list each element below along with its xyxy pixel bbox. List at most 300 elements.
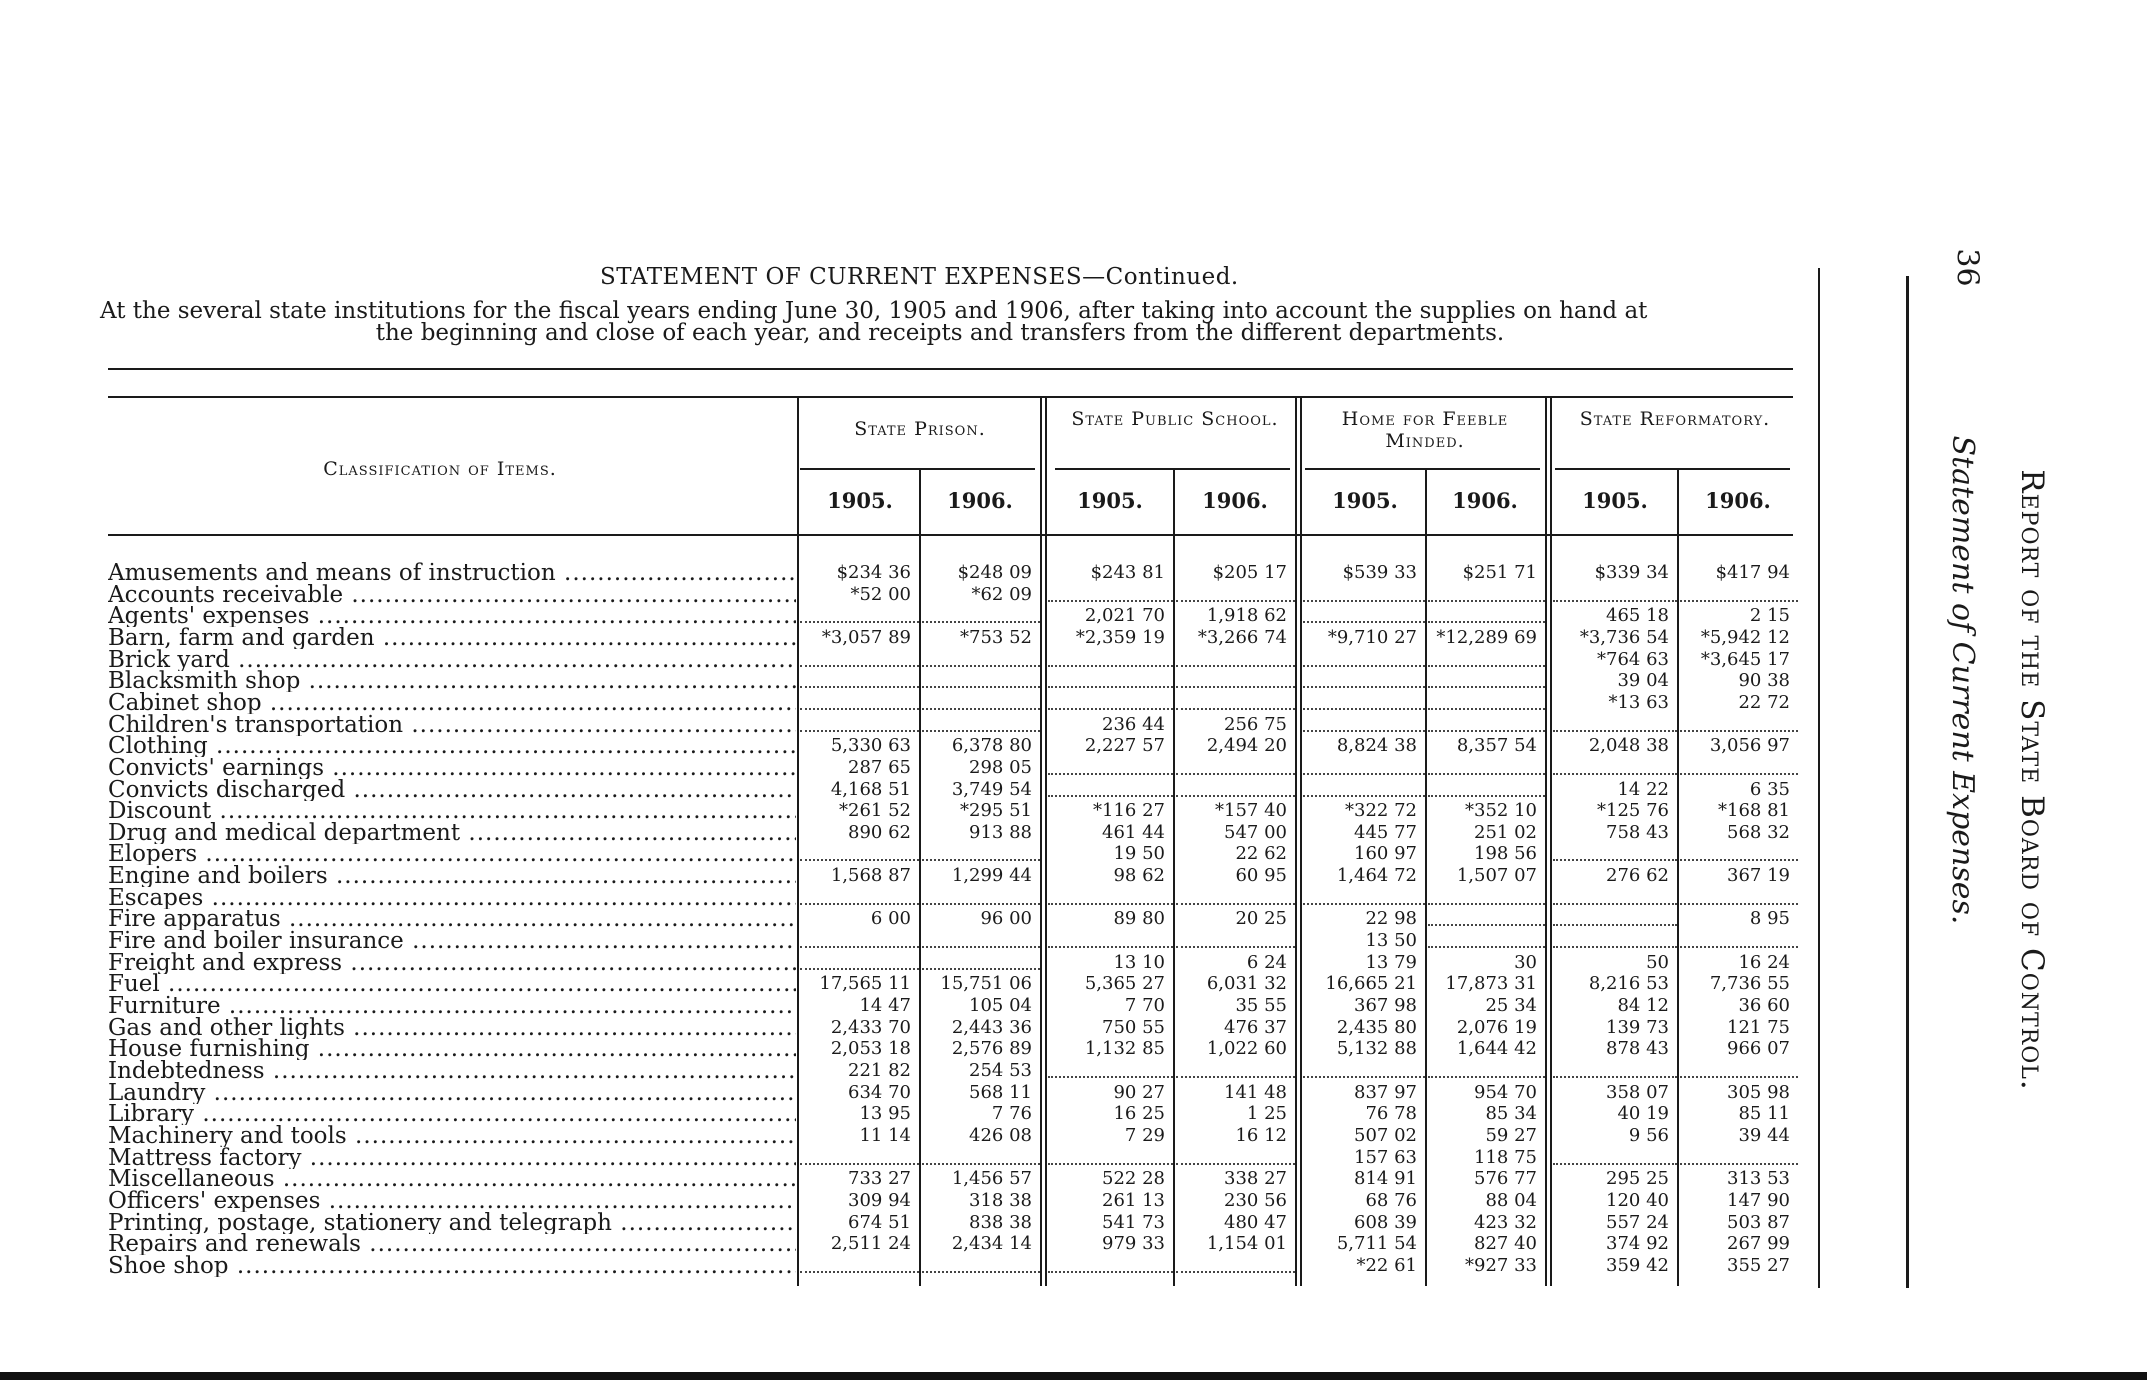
- table-cell: [1176, 1255, 1295, 1273]
- table-cell: 84 12: [1617, 995, 1669, 1016]
- table-cell: 157 63: [1354, 1146, 1417, 1168]
- table-row: [0, 1190, 1810, 1212]
- table-cell: *9,710 27: [1327, 626, 1417, 648]
- table-cell: [800, 605, 919, 623]
- table-cell: [1303, 584, 1425, 602]
- table-cell: 461 44: [1102, 821, 1165, 843]
- table-cell: 827 40: [1474, 1233, 1537, 1255]
- table-cell: [922, 692, 1040, 710]
- table-row: [0, 952, 1810, 974]
- table-cell: 13 10: [1113, 951, 1165, 973]
- table-cell: [1428, 649, 1545, 667]
- table-row: [0, 584, 1810, 606]
- row-label: Convicts' earnings .....: [108, 757, 796, 779]
- table-cell: 954 70: [1474, 1081, 1537, 1103]
- group-rule-reformatory: [1555, 468, 1790, 470]
- table-cell: 90 27: [1113, 1081, 1165, 1103]
- table-cell: 16 24: [1738, 951, 1790, 973]
- table-cell: [1428, 930, 1545, 948]
- table-cell: 90 38: [1738, 670, 1790, 692]
- table-cell: 50: [1646, 951, 1669, 973]
- table-cell: [1553, 757, 1677, 775]
- table-cell: 305 98: [1727, 1081, 1790, 1103]
- table-cell: 3,749 54: [951, 778, 1032, 800]
- table-cell: 251 02: [1474, 821, 1537, 843]
- table-row: [0, 757, 1810, 779]
- row-label: Shoe shop .....: [108, 1255, 796, 1277]
- table-cell: 2 15: [1749, 605, 1790, 627]
- table-cell: 11 14: [859, 1124, 911, 1146]
- table-cell: 1,464 72: [1336, 865, 1417, 887]
- row-label: Furniture .....: [108, 995, 796, 1017]
- table-cell: [1048, 930, 1173, 948]
- page-margin-rule: [1818, 268, 1820, 1288]
- table-row: [0, 800, 1810, 822]
- classification-header: Classification of Items.: [323, 458, 557, 480]
- table-cell: 13 79: [1365, 951, 1417, 973]
- table-cell: 313 53: [1727, 1168, 1790, 1190]
- table-row: [0, 649, 1810, 671]
- table-cell: 465 18: [1606, 605, 1669, 627]
- table-cell: 507 02: [1354, 1124, 1417, 1146]
- group-rule-prison: [800, 468, 1035, 470]
- table-cell: [1428, 887, 1545, 905]
- group-rule-home: [1305, 468, 1540, 470]
- table-cell: 426 08: [969, 1124, 1032, 1146]
- table-row: [0, 1125, 1810, 1147]
- row-label: Escapes .....: [108, 887, 796, 909]
- table-cell: 256 75: [1224, 713, 1287, 735]
- table-cell: [1176, 1060, 1295, 1078]
- table-cell: 118 75: [1474, 1146, 1537, 1168]
- table-cell: [800, 952, 919, 970]
- table-cell: [1680, 1147, 1798, 1165]
- table-cell: *12,289 69: [1436, 626, 1537, 648]
- table-cell: [1428, 670, 1545, 688]
- table-row: [0, 887, 1810, 909]
- table-cell: [1553, 908, 1677, 926]
- table-cell: 480 47: [1224, 1211, 1287, 1233]
- table-row: [0, 1212, 1810, 1234]
- table-cell: 147 90: [1727, 1189, 1790, 1211]
- table-cell: $243 81: [1090, 562, 1165, 583]
- table-cell: 230 56: [1224, 1189, 1287, 1211]
- table-cell: [922, 605, 1040, 623]
- table-cell: 1,644 42: [1456, 1038, 1537, 1060]
- header-top-rule: [108, 368, 1793, 370]
- table-cell: 8,824 38: [1336, 735, 1417, 757]
- table-cell: [1428, 692, 1545, 710]
- year-header: 1905.: [1332, 488, 1398, 513]
- table-cell: 35 55: [1235, 995, 1287, 1016]
- table-cell: 547 00: [1224, 821, 1287, 843]
- table-row: [0, 1082, 1810, 1104]
- table-cell: [1048, 584, 1173, 602]
- table-cell: *295 51: [960, 800, 1032, 822]
- table-cell: 59 27: [1485, 1124, 1537, 1146]
- table-row: [0, 1168, 1810, 1190]
- table-cell: [800, 887, 919, 905]
- table-cell: [1048, 692, 1173, 710]
- table-row: [0, 1255, 1810, 1277]
- table-cell: 674 51: [848, 1211, 911, 1233]
- table-cell: *927 33: [1465, 1254, 1537, 1276]
- table-cell: 7 29: [1124, 1124, 1165, 1146]
- table-cell: 2,227 57: [1084, 735, 1165, 757]
- row-label: Children's transportation .....: [108, 714, 796, 736]
- table-cell: 476 37: [1224, 1016, 1287, 1038]
- table-cell: 198 56: [1474, 843, 1537, 865]
- table-cell: 141 48: [1224, 1081, 1287, 1103]
- table-cell: 359 42: [1606, 1254, 1669, 1276]
- table-cell: *125 76: [1597, 800, 1669, 822]
- year-header: 1905.: [827, 488, 893, 513]
- table-cell: [922, 887, 1040, 905]
- table-row: [0, 1017, 1810, 1039]
- table-cell: 837 97: [1354, 1081, 1417, 1103]
- table-title: STATEMENT OF CURRENT EXPENSES—Continued.: [600, 264, 1239, 290]
- year-header: 1905.: [1077, 488, 1143, 513]
- table-cell: 878 43: [1606, 1038, 1669, 1060]
- table-cell: 120 40: [1606, 1189, 1669, 1211]
- table-row: [0, 670, 1810, 692]
- table-cell: 5,365 27: [1084, 973, 1165, 995]
- table-cell: 13 95: [859, 1103, 911, 1125]
- table-cell: $251 71: [1462, 562, 1537, 583]
- table-cell: 750 55: [1102, 1016, 1165, 1038]
- row-label: Convicts discharged .....: [108, 779, 796, 801]
- table-cell: [1176, 692, 1295, 710]
- table-cell: [1428, 1060, 1545, 1078]
- table-cell: [922, 670, 1040, 688]
- table-cell: 541 73: [1102, 1211, 1165, 1233]
- row-label: Amusements and means of instruction .....: [108, 562, 796, 584]
- table-cell: 14 22: [1617, 778, 1669, 800]
- row-label: Blacksmith shop .....: [108, 670, 796, 692]
- table-cell: 838 38: [969, 1211, 1032, 1233]
- table-row: [0, 973, 1810, 995]
- table-cell: 1,507 07: [1456, 865, 1537, 887]
- table-cell: [1428, 605, 1545, 623]
- table-cell: [1303, 714, 1425, 732]
- table-cell: [1048, 1147, 1173, 1165]
- table-row: [0, 735, 1810, 757]
- table-cell: 40 19: [1617, 1103, 1669, 1125]
- table-cell: 254 53: [969, 1059, 1032, 1081]
- table-cell: *52 00: [850, 583, 911, 605]
- table-cell: 16 12: [1235, 1124, 1287, 1146]
- row-label: Repairs and renewals .....: [108, 1233, 796, 1255]
- table-cell: 966 07: [1727, 1038, 1790, 1060]
- table-cell: [800, 1147, 919, 1165]
- table-row: [0, 1038, 1810, 1060]
- table-cell: 22 72: [1738, 691, 1790, 713]
- row-label: Mattress factory .....: [108, 1147, 796, 1169]
- table-cell: 355 27: [1727, 1254, 1790, 1276]
- table-cell: 1,918 62: [1206, 605, 1287, 627]
- table-row: [0, 692, 1810, 714]
- table-cell: *5,942 12: [1700, 626, 1790, 648]
- table-cell: [1176, 649, 1295, 667]
- table-cell: [1048, 670, 1173, 688]
- table-cell: 295 25: [1606, 1168, 1669, 1190]
- row-label: Freight and express .....: [108, 952, 796, 974]
- table-cell: 2,076 19: [1456, 1016, 1537, 1038]
- table-cell: [1553, 1060, 1677, 1078]
- year-header: 1906.: [947, 488, 1013, 513]
- table-cell: [800, 1255, 919, 1273]
- table-cell: [1176, 779, 1295, 797]
- table-cell: 2,021 70: [1084, 605, 1165, 627]
- table-row: [0, 779, 1810, 801]
- table-cell: 14 47: [859, 995, 911, 1016]
- table-cell: [922, 843, 1040, 861]
- table-row: [0, 865, 1810, 887]
- table-cell: 7,736 55: [1709, 973, 1790, 995]
- table-cell: *3,057 89: [821, 626, 911, 648]
- table-cell: 39 04: [1617, 670, 1669, 692]
- table-cell: 6,031 32: [1206, 973, 1287, 995]
- table-cell: *753 52: [960, 626, 1032, 648]
- table-cell: 634 70: [848, 1081, 911, 1103]
- table-cell: 236 44: [1102, 713, 1165, 735]
- subtitle-line-2: the beginning and close of each year, and receipts and transfers from the different departments.: [375, 320, 1505, 346]
- table-cell: [922, 1147, 1040, 1165]
- table-cell: 98 62: [1113, 865, 1165, 887]
- year-header: 1906.: [1452, 488, 1518, 513]
- table-cell: 6,378 80: [951, 735, 1032, 757]
- table-cell: [1176, 757, 1295, 775]
- table-cell: [1680, 714, 1798, 732]
- table-cell: 261 13: [1102, 1189, 1165, 1211]
- table-cell: [1303, 605, 1425, 623]
- running-head: Report of the State Board of Control.: [2014, 469, 2050, 1091]
- table-cell: [800, 930, 919, 948]
- table-cell: 1,456 57: [951, 1168, 1032, 1190]
- table-cell: 979 33: [1102, 1233, 1165, 1255]
- table-cell: [800, 670, 919, 688]
- table-cell: *3,266 74: [1197, 626, 1287, 648]
- table-cell: 576 77: [1474, 1168, 1537, 1190]
- table-cell: 2,434 14: [951, 1233, 1032, 1255]
- table-cell: [1303, 1060, 1425, 1078]
- row-label: Clothing .....: [108, 735, 796, 757]
- table-cell: 36 60: [1738, 995, 1790, 1016]
- row-label: Engine and boilers .....: [108, 865, 796, 887]
- table-cell: 298 05: [969, 756, 1032, 778]
- table-cell: [1553, 584, 1677, 602]
- table-cell: 13 50: [1365, 930, 1417, 952]
- table-cell: *261 52: [839, 800, 911, 822]
- table-cell: 2,053 18: [830, 1038, 911, 1060]
- table-cell: [1303, 670, 1425, 688]
- table-cell: [800, 714, 919, 732]
- table-cell: [800, 843, 919, 861]
- table-cell: 4,168 51: [830, 778, 911, 800]
- table-cell: 22 98: [1365, 908, 1417, 930]
- table-cell: 221 82: [848, 1059, 911, 1081]
- table-cell: $339 34: [1594, 562, 1669, 583]
- table-row: [0, 908, 1810, 930]
- table-cell: *2,359 19: [1075, 626, 1165, 648]
- table-cell: 6 00: [870, 908, 911, 930]
- subtitle-line-1: At the several state institutions for the fiscal years ending June 30, 1905 and 1906, after taking into account the supplies on hand at: [100, 298, 1648, 324]
- table-cell: 913 88: [969, 821, 1032, 843]
- group-header-state-public-school: State Public School.: [1071, 408, 1279, 430]
- table-cell: 276 62: [1606, 865, 1669, 887]
- table-subtitle: [100, 300, 1800, 344]
- table-cell: 358 07: [1606, 1081, 1669, 1103]
- table-cell: [1176, 1147, 1295, 1165]
- table-cell: 30: [1514, 951, 1537, 973]
- table-cell: 8,357 54: [1456, 735, 1537, 757]
- table-cell: 758 43: [1606, 821, 1669, 843]
- table-cell: 25 34: [1485, 995, 1537, 1016]
- group-header-state-prison: State Prison.: [854, 418, 986, 440]
- table-cell: *116 27: [1093, 800, 1165, 822]
- table-cell: 76 78: [1365, 1103, 1417, 1125]
- row-label: Agents' expenses .....: [108, 605, 796, 627]
- table-cell: [1176, 584, 1295, 602]
- table-cell: 5,711 54: [1336, 1233, 1417, 1255]
- table-cell: 608 39: [1354, 1211, 1417, 1233]
- header-top-rule-2: [108, 396, 1793, 398]
- table-row: [0, 930, 1810, 952]
- table-cell: 733 27: [848, 1168, 911, 1190]
- row-label: Gas and other lights .....: [108, 1017, 796, 1039]
- table-cell: 367 98: [1354, 995, 1417, 1016]
- table-cell: 1,568 87: [830, 865, 911, 887]
- year-header: 1906.: [1202, 488, 1268, 513]
- table-cell: [1428, 757, 1545, 775]
- table-cell: 85 34: [1485, 1103, 1537, 1125]
- table-cell: [1553, 930, 1677, 948]
- table-cell: 814 91: [1354, 1168, 1417, 1190]
- table-cell: 5,330 63: [830, 735, 911, 757]
- table-row: [0, 843, 1810, 865]
- table-cell: 338 27: [1224, 1168, 1287, 1190]
- row-label: Fire apparatus .....: [108, 908, 796, 930]
- table-cell: [1680, 930, 1798, 948]
- table-cell: 374 92: [1606, 1233, 1669, 1255]
- table-cell: 1,299 44: [951, 865, 1032, 887]
- table-cell: [1176, 930, 1295, 948]
- table-cell: $205 17: [1212, 562, 1287, 583]
- table-cell: *3,645 17: [1700, 648, 1790, 670]
- table-cell: [1303, 887, 1425, 905]
- table-cell: [1680, 1060, 1798, 1078]
- table-cell: 423 32: [1474, 1211, 1537, 1233]
- table-cell: [922, 952, 1040, 970]
- table-cell: 6 35: [1749, 778, 1790, 800]
- row-label: Accounts receivable .....: [108, 584, 796, 606]
- table-cell: *22 61: [1356, 1254, 1417, 1276]
- table-cell: [1428, 779, 1545, 797]
- page-number: 36: [1949, 248, 1985, 287]
- table-cell: 5,132 88: [1336, 1038, 1417, 1060]
- table-row: [0, 627, 1810, 649]
- table-cell: [1680, 843, 1798, 861]
- table-row: [0, 995, 1810, 1017]
- table-cell: 2,435 80: [1336, 1016, 1417, 1038]
- table-cell: 1,154 01: [1206, 1233, 1287, 1255]
- table-cell: 1,022 60: [1206, 1038, 1287, 1060]
- row-label: Indebtedness .....: [108, 1060, 796, 1082]
- table-cell: 2,048 38: [1588, 735, 1669, 757]
- table-cell: *322 72: [1345, 800, 1417, 822]
- table-cell: [1303, 692, 1425, 710]
- row-label: House furnishing .....: [108, 1038, 796, 1060]
- table-row: [0, 1103, 1810, 1125]
- table-row: [0, 714, 1810, 736]
- side-title: Statement of Current Expenses.: [1945, 435, 1980, 925]
- table-cell: [1428, 714, 1545, 732]
- table-cell: [1176, 670, 1295, 688]
- table-cell: [922, 1255, 1040, 1273]
- table-cell: 1,132 85: [1084, 1038, 1165, 1060]
- table-cell: [1303, 757, 1425, 775]
- table-cell: *352 10: [1465, 800, 1537, 822]
- table-cell: 15,751 06: [940, 973, 1032, 995]
- table-cell: [1303, 779, 1425, 797]
- table-cell: $248 09: [957, 562, 1032, 583]
- row-label: Library .....: [108, 1103, 796, 1125]
- table-cell: 96 00: [980, 908, 1032, 930]
- table-cell: 522 28: [1102, 1168, 1165, 1190]
- table-cell: 7 70: [1124, 995, 1165, 1016]
- table-cell: [1680, 887, 1798, 905]
- table-cell: 2,433 70: [830, 1016, 911, 1038]
- table-cell: [1048, 779, 1173, 797]
- row-label: Discount .....: [108, 800, 796, 822]
- table-cell: [1553, 843, 1677, 861]
- table-cell: 367 19: [1727, 865, 1790, 887]
- row-label: Officers' expenses .....: [108, 1190, 796, 1212]
- table-cell: [1428, 584, 1545, 602]
- table-cell: 160 97: [1354, 843, 1417, 865]
- row-label: Fuel .....: [108, 973, 796, 995]
- year-header: 1905.: [1582, 488, 1648, 513]
- table-cell: [1176, 887, 1295, 905]
- table-cell: 445 77: [1354, 821, 1417, 843]
- table-cell: $539 33: [1342, 562, 1417, 583]
- table-cell: 2,576 89: [951, 1038, 1032, 1060]
- table-row: [0, 1147, 1810, 1169]
- table-cell: 39 44: [1738, 1124, 1790, 1146]
- table-row: [0, 562, 1810, 584]
- table-cell: *62 09: [971, 583, 1032, 605]
- row-label: Barn, farm and garden .....: [108, 627, 796, 649]
- header-bottom-rule: [108, 534, 1793, 536]
- table-cell: 20 25: [1235, 908, 1287, 930]
- scan-edge: [0, 1372, 2147, 1380]
- table-cell: 267 99: [1727, 1233, 1790, 1255]
- table-cell: 139 73: [1606, 1016, 1669, 1038]
- row-label: Machinery and tools .....: [108, 1125, 796, 1147]
- table-cell: 121 75: [1727, 1016, 1790, 1038]
- table-cell: 60 95: [1235, 865, 1287, 887]
- table-cell: 17,565 11: [819, 973, 911, 995]
- table-cell: 309 94: [848, 1189, 911, 1211]
- table-row: [0, 822, 1810, 844]
- table-cell: 8,216 53: [1588, 973, 1669, 995]
- table-cell: [1048, 649, 1173, 667]
- row-label: Printing, postage, stationery and telegraph .....: [108, 1212, 796, 1234]
- table-cell: 890 62: [848, 821, 911, 843]
- row-label: Elopers .....: [108, 843, 796, 865]
- row-label: Cabinet shop .....: [108, 692, 796, 714]
- table-row: [0, 1233, 1810, 1255]
